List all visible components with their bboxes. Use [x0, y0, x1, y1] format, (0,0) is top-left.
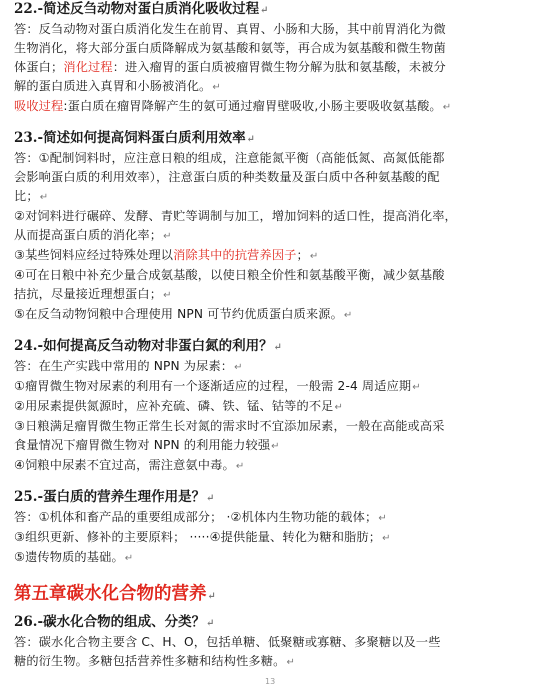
answer-line: ③组织更新、修补的主要原料； ·····④提供能量、转化为糖和脂肪；↵	[14, 530, 391, 544]
answer-line: 从而提高蛋白质的消化率；↵	[14, 228, 172, 242]
question-25-title: 25.-蛋白质的营养生理作用是？↵	[14, 489, 215, 505]
document-page	[14, 0, 546, 672]
page-number: 13	[265, 677, 276, 686]
chapter-title: 第五章碳水化合物的营养↵	[14, 584, 216, 604]
answer-line: 解的蛋白质进入真胃和小肠被消化。↵	[14, 79, 221, 93]
answer-line: ⑤在反刍动物饲粮中合理使用 NPN 可节约优质蛋白质来源。↵	[14, 307, 353, 321]
answer-line: 食量情况下瘤胃微生物对 NPN 的利用能力较强↵	[14, 438, 280, 452]
anti-nutritional-highlight: 消除其中的抗营养因子	[173, 248, 297, 262]
question-24-title: 24.-如何提高反刍动物对非蛋白氮的利用？↵	[14, 338, 282, 354]
answer-line: ④饲粮中尿素不宜过高，需注意氨中毒。↵	[14, 458, 245, 472]
question-26-title: 26.-碳水化合物的组成、分类？↵	[14, 614, 215, 630]
answer-line: 答：在生产实践中常用的 NPN 为尿素：↵	[14, 359, 243, 373]
answer-line: 答：反刍动物对蛋白质消化发生在前胃、真胃、小肠和大肠，其中前胃消化为微	[14, 22, 446, 36]
answer-line: 体蛋白；消化过程：进入瘤胃的蛋白质被瘤胃微生物分解为肽和氨基酸，未被分	[14, 60, 446, 74]
answer-line: 拮抗，尽量接近理想蛋白；↵	[14, 287, 172, 301]
answer-line: ③某些饲料应经过特殊处理以消除其中的抗营养因子；↵	[14, 248, 319, 262]
answer-line: 答：①配制饲料时，应注意日粮的组成，注意能氮平衡（高能低氮、高氮低能都	[14, 151, 445, 165]
digestion-process-label: 消化过程	[63, 60, 113, 74]
answer-line: 吸收过程:蛋白质在瘤胃降解产生的氨可通过瘤胃壁吸收,小肠主要吸收氨基酸。↵	[14, 99, 452, 113]
answer-line: ①瘤胃微生物对尿素的利用有一个逐渐适应的过程，一般需 2-4 周适应期↵	[14, 379, 421, 393]
answer-line: 会影响蛋白质的利用效率），注意蛋白质的种类数量及蛋白质中各种氨基酸的配	[14, 170, 440, 184]
answer-line: 糖的衍生物。多糖包括营养性多糖和结构性多糖。↵	[14, 654, 295, 668]
answer-line: 答：碳水化合物主要含 C、H、O，包括单糖、低聚糖或寡糖、多聚糖以及一些	[14, 635, 441, 649]
answer-line: 答：①机体和畜产品的重要组成部分； ·②机体内生物功能的载体；↵	[14, 510, 387, 524]
answer-line: 比；↵	[14, 189, 49, 203]
answer-line: ②对饲料进行碾碎、发酵、青贮等调制与加工，增加饲料的适口性，提高消化率，	[14, 209, 457, 223]
answer-line: 生物消化，将大部分蛋白质降解成为氨基酸和氨等，再合成为氨基酸和微生物菌	[14, 41, 446, 55]
question-23-title: 23.-简述如何提高饲料蛋白质利用效率↵	[14, 130, 255, 146]
question-22-title: 22.-简述反刍动物对蛋白质消化吸收过程↵	[14, 1, 269, 17]
answer-line: ③日粮满足瘤胃微生物正常生长对氮的需求时不宜添加尿素，一般在高能或高采	[14, 419, 445, 433]
answer-line: ②用尿素提供氮源时，应补充硫、磷、铁、锰、钴等的不足↵	[14, 399, 344, 413]
answer-line: ⑤遗传物质的基础。↵	[14, 550, 134, 564]
answer-line: ④可在日粮中补充少量合成氨基酸，以使日粮全价性和氨基酸平衡，减少氨基酸	[14, 268, 445, 282]
absorption-process-label: 吸收过程	[14, 99, 64, 113]
